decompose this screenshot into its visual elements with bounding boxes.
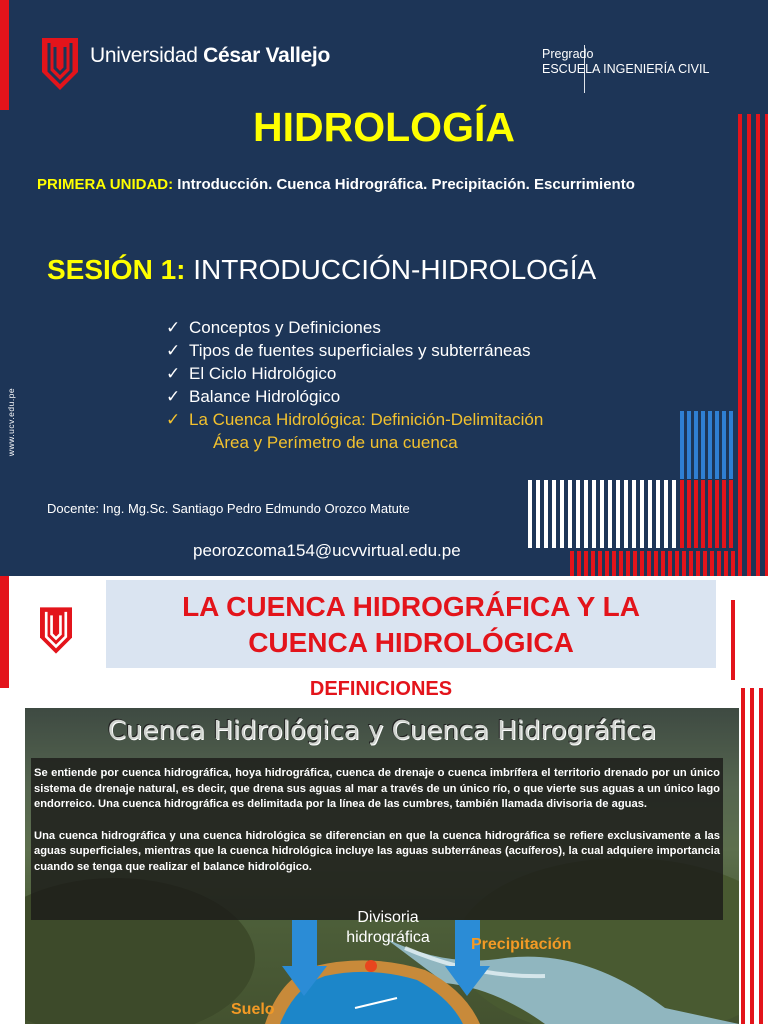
slide-title-line1: LA CUENCA HIDROGRÁFICA Y LA xyxy=(182,591,640,622)
red-stripes-right xyxy=(740,688,768,1024)
red-accent-bar xyxy=(0,576,9,688)
check-icon: ✓ xyxy=(166,341,181,360)
slide-title-box xyxy=(106,580,716,668)
pregrado-label: Pregrado xyxy=(542,47,594,61)
topic-list xyxy=(166,316,543,454)
session-line: SESIÓN 1: INTRODUCCIÓN-HIDROLOGÍA xyxy=(47,254,597,285)
basin-illustration xyxy=(25,708,739,1024)
check-icon: ✓ xyxy=(166,410,181,429)
ucv-shield-icon xyxy=(40,607,72,654)
school-label: ESCUELA INGENIERÍA CIVIL xyxy=(542,62,710,76)
slide-title-line2: CUENCA HIDROLÓGICA xyxy=(248,627,574,658)
university-name: Universidad César Vallejo xyxy=(90,44,330,67)
topic-item-highlighted: ✓ La Cuenca Hidrológica: Definición-Delimitación xyxy=(166,410,544,429)
ucv-shield-icon xyxy=(42,38,78,90)
topic-subitem: Área y Perímetro de una cuenca xyxy=(213,433,458,452)
definition-paragraph-1: Se entiende por cuenca hidrográfica, hoya hidrográfica, cuenca de drenaje o cuenca imbrífera el territorio drenado por un único sistema de drenaje natural, es decir, que drena sus aguas al mar a través de un único río, o que vierte sus aguas a un único lago endorreico. Una cuenca hidrográfica es delimitada por la línea de las cumbres, también llamada divisoria de aguas. xyxy=(34,767,720,811)
topic-item: ✓ Tipos de fuentes superficiales y subterráneas xyxy=(166,341,531,360)
topic-item: ✓ Balance Hidrológico xyxy=(166,387,341,406)
teacher-email: peorozcoma154@ucvvirtual.edu.pe xyxy=(193,541,461,560)
blue-stripes-block xyxy=(680,411,736,479)
program-info xyxy=(542,47,709,77)
red-stripes-bottom xyxy=(570,551,736,576)
course-title: HIDROLOGÍA xyxy=(253,104,515,150)
check-icon: ✓ xyxy=(166,318,181,337)
teacher-name: Docente: Ing. Mg.Sc. Santiago Pedro Edmundo Orozco Matute xyxy=(47,501,410,516)
illustration-title: Cuenca Hidrológica y Cuenca Hidrográfica xyxy=(107,716,657,746)
red-stripes-block xyxy=(680,480,736,548)
precipitation-label: Precipitación xyxy=(471,936,572,953)
definition-paragraph-2: Una cuenca hidrográfica y una cuenca hidrológica se diferencian en que la cuenca hidrográfica se refiere exclusivamente a las aguas superficiales, mientras que la cuenca hidrológica incluye las aguas subterráneas (acuíferos), la cual adquiere importancia cuando se tenga que realizar el balance hidrológico. xyxy=(34,829,720,873)
divide-label: Divisoria hidrográfica xyxy=(346,909,430,946)
rain-arrow-icon xyxy=(282,920,327,996)
check-icon: ✓ xyxy=(166,364,181,383)
slide-definitions xyxy=(0,576,768,1024)
unit-line: PRIMERA UNIDAD: Introducción. Cuenca Hidrográfica. Precipitación. Escurrimiento xyxy=(37,176,635,193)
topic-item: ✓ El Ciclo Hidrológico xyxy=(166,364,337,383)
red-accent-bar xyxy=(0,0,9,110)
definition-textbox xyxy=(31,758,723,920)
website-url: www.ucv.edu.pe xyxy=(6,387,17,457)
section-subtitle: DEFINICIONES xyxy=(309,678,453,700)
soil-label: Suelo xyxy=(231,1001,275,1018)
red-line-right xyxy=(730,600,736,680)
check-icon: ✓ xyxy=(166,387,181,406)
white-stripes-block xyxy=(528,480,680,548)
topic-item: ✓ Conceptos y Definiciones xyxy=(166,318,381,337)
red-stripes-right xyxy=(736,114,768,576)
